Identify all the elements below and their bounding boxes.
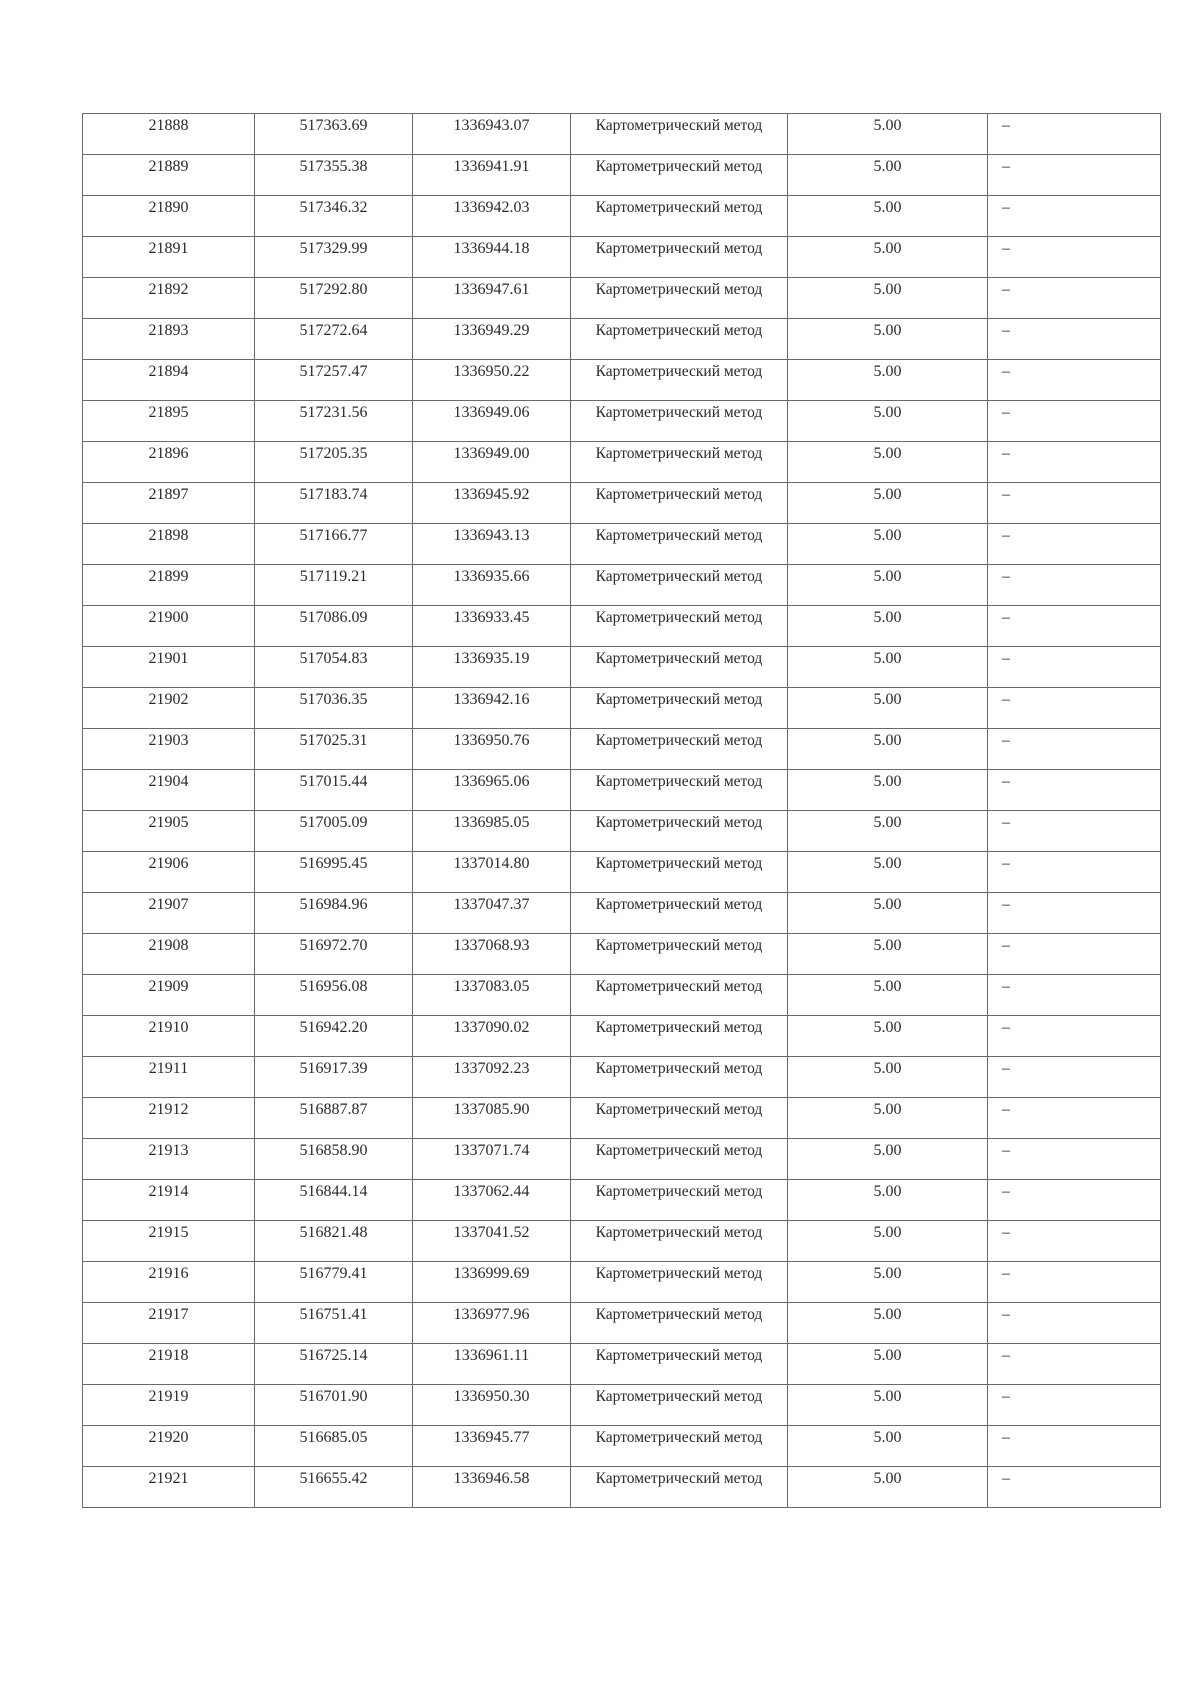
y-coordinate-cell: 1337090.02 xyxy=(413,1016,571,1057)
note-cell: – xyxy=(988,442,1161,483)
x-coordinate-cell: 517015.44 xyxy=(255,770,413,811)
x-coordinate-cell: 516972.70 xyxy=(255,934,413,975)
accuracy-cell: 5.00 xyxy=(788,1057,988,1098)
method-cell: Картометрический метод xyxy=(571,647,788,688)
point-number-cell: 21919 xyxy=(83,1385,255,1426)
y-coordinate-cell: 1337071.74 xyxy=(413,1139,571,1180)
note-cell: – xyxy=(988,360,1161,401)
point-number-cell: 21896 xyxy=(83,442,255,483)
method-cell: Картометрический метод xyxy=(571,811,788,852)
table-row xyxy=(83,1221,1161,1262)
x-coordinate-cell: 517036.35 xyxy=(255,688,413,729)
method-cell: Картометрический метод xyxy=(571,975,788,1016)
point-number-cell: 21921 xyxy=(83,1467,255,1508)
table-row xyxy=(83,770,1161,811)
y-coordinate-cell: 1337014.80 xyxy=(413,852,571,893)
table-row xyxy=(83,1303,1161,1344)
point-number-cell: 21894 xyxy=(83,360,255,401)
y-coordinate-cell: 1336949.06 xyxy=(413,401,571,442)
point-number-cell: 21913 xyxy=(83,1139,255,1180)
point-number-cell: 21888 xyxy=(83,114,255,155)
note-cell: – xyxy=(988,893,1161,934)
point-number-cell: 21908 xyxy=(83,934,255,975)
x-coordinate-cell: 517363.69 xyxy=(255,114,413,155)
table-row xyxy=(83,237,1161,278)
method-cell: Картометрический метод xyxy=(571,770,788,811)
note-cell: – xyxy=(988,155,1161,196)
note-cell: – xyxy=(988,1303,1161,1344)
table-row xyxy=(83,934,1161,975)
method-cell: Картометрический метод xyxy=(571,606,788,647)
y-coordinate-cell: 1337085.90 xyxy=(413,1098,571,1139)
accuracy-cell: 5.00 xyxy=(788,1016,988,1057)
y-coordinate-cell: 1337092.23 xyxy=(413,1057,571,1098)
accuracy-cell: 5.00 xyxy=(788,1426,988,1467)
y-coordinate-cell: 1336942.16 xyxy=(413,688,571,729)
y-coordinate-cell: 1336935.66 xyxy=(413,565,571,606)
x-coordinate-cell: 516751.41 xyxy=(255,1303,413,1344)
method-cell: Картометрический метод xyxy=(571,114,788,155)
method-cell: Картометрический метод xyxy=(571,155,788,196)
accuracy-cell: 5.00 xyxy=(788,811,988,852)
point-number-cell: 21889 xyxy=(83,155,255,196)
table-row xyxy=(83,688,1161,729)
table-row xyxy=(83,155,1161,196)
accuracy-cell: 5.00 xyxy=(788,483,988,524)
y-coordinate-cell: 1336946.58 xyxy=(413,1467,571,1508)
x-coordinate-cell: 516725.14 xyxy=(255,1344,413,1385)
table-row xyxy=(83,893,1161,934)
note-cell: – xyxy=(988,483,1161,524)
y-coordinate-cell: 1336943.13 xyxy=(413,524,571,565)
table-row xyxy=(83,1262,1161,1303)
note-cell: – xyxy=(988,1057,1161,1098)
note-cell: – xyxy=(988,1262,1161,1303)
note-cell: – xyxy=(988,934,1161,975)
method-cell: Картометрический метод xyxy=(571,1139,788,1180)
method-cell: Картометрический метод xyxy=(571,483,788,524)
note-cell: – xyxy=(988,729,1161,770)
accuracy-cell: 5.00 xyxy=(788,893,988,934)
x-coordinate-cell: 516821.48 xyxy=(255,1221,413,1262)
method-cell: Картометрический метод xyxy=(571,1221,788,1262)
accuracy-cell: 5.00 xyxy=(788,442,988,483)
x-coordinate-cell: 517166.77 xyxy=(255,524,413,565)
accuracy-cell: 5.00 xyxy=(788,360,988,401)
note-cell: – xyxy=(988,1426,1161,1467)
y-coordinate-cell: 1336965.06 xyxy=(413,770,571,811)
accuracy-cell: 5.00 xyxy=(788,1344,988,1385)
table-row xyxy=(83,852,1161,893)
accuracy-cell: 5.00 xyxy=(788,1139,988,1180)
table-row xyxy=(83,1098,1161,1139)
point-number-cell: 21910 xyxy=(83,1016,255,1057)
note-cell: – xyxy=(988,1221,1161,1262)
point-number-cell: 21891 xyxy=(83,237,255,278)
y-coordinate-cell: 1336949.00 xyxy=(413,442,571,483)
accuracy-cell: 5.00 xyxy=(788,401,988,442)
point-number-cell: 21890 xyxy=(83,196,255,237)
method-cell: Картометрический метод xyxy=(571,1180,788,1221)
note-cell: – xyxy=(988,1139,1161,1180)
accuracy-cell: 5.00 xyxy=(788,155,988,196)
x-coordinate-cell: 516984.96 xyxy=(255,893,413,934)
coordinates-table xyxy=(82,113,1161,1508)
table-row xyxy=(83,401,1161,442)
x-coordinate-cell: 517005.09 xyxy=(255,811,413,852)
note-cell: – xyxy=(988,1180,1161,1221)
table-row xyxy=(83,1139,1161,1180)
accuracy-cell: 5.00 xyxy=(788,565,988,606)
note-cell: – xyxy=(988,1344,1161,1385)
x-coordinate-cell: 516917.39 xyxy=(255,1057,413,1098)
note-cell: – xyxy=(988,114,1161,155)
method-cell: Картометрический метод xyxy=(571,278,788,319)
method-cell: Картометрический метод xyxy=(571,688,788,729)
method-cell: Картометрический метод xyxy=(571,360,788,401)
accuracy-cell: 5.00 xyxy=(788,729,988,770)
y-coordinate-cell: 1337047.37 xyxy=(413,893,571,934)
point-number-cell: 21905 xyxy=(83,811,255,852)
note-cell: – xyxy=(988,1098,1161,1139)
accuracy-cell: 5.00 xyxy=(788,852,988,893)
x-coordinate-cell: 516942.20 xyxy=(255,1016,413,1057)
note-cell: – xyxy=(988,524,1161,565)
accuracy-cell: 5.00 xyxy=(788,1262,988,1303)
y-coordinate-cell: 1337068.93 xyxy=(413,934,571,975)
x-coordinate-cell: 516655.42 xyxy=(255,1467,413,1508)
accuracy-cell: 5.00 xyxy=(788,278,988,319)
y-coordinate-cell: 1336943.07 xyxy=(413,114,571,155)
note-cell: – xyxy=(988,237,1161,278)
x-coordinate-cell: 517292.80 xyxy=(255,278,413,319)
point-number-cell: 21902 xyxy=(83,688,255,729)
method-cell: Картометрический метод xyxy=(571,319,788,360)
table-row xyxy=(83,811,1161,852)
point-number-cell: 21903 xyxy=(83,729,255,770)
note-cell: – xyxy=(988,401,1161,442)
y-coordinate-cell: 1336941.91 xyxy=(413,155,571,196)
method-cell: Картометрический метод xyxy=(571,237,788,278)
table-row xyxy=(83,114,1161,155)
x-coordinate-cell: 516701.90 xyxy=(255,1385,413,1426)
accuracy-cell: 5.00 xyxy=(788,770,988,811)
point-number-cell: 21918 xyxy=(83,1344,255,1385)
x-coordinate-cell: 516995.45 xyxy=(255,852,413,893)
table-row xyxy=(83,1057,1161,1098)
table-row xyxy=(83,565,1161,606)
note-cell: – xyxy=(988,770,1161,811)
point-number-cell: 21916 xyxy=(83,1262,255,1303)
point-number-cell: 21895 xyxy=(83,401,255,442)
point-number-cell: 21904 xyxy=(83,770,255,811)
method-cell: Картометрический метод xyxy=(571,1262,788,1303)
table-row xyxy=(83,606,1161,647)
method-cell: Картометрический метод xyxy=(571,1344,788,1385)
point-number-cell: 21901 xyxy=(83,647,255,688)
table-row xyxy=(83,1180,1161,1221)
accuracy-cell: 5.00 xyxy=(788,524,988,565)
y-coordinate-cell: 1336947.61 xyxy=(413,278,571,319)
accuracy-cell: 5.00 xyxy=(788,934,988,975)
note-cell: – xyxy=(988,852,1161,893)
method-cell: Картометрический метод xyxy=(571,852,788,893)
note-cell: – xyxy=(988,975,1161,1016)
method-cell: Картометрический метод xyxy=(571,729,788,770)
accuracy-cell: 5.00 xyxy=(788,319,988,360)
note-cell: – xyxy=(988,647,1161,688)
x-coordinate-cell: 517355.38 xyxy=(255,155,413,196)
x-coordinate-cell: 517346.32 xyxy=(255,196,413,237)
method-cell: Картометрический метод xyxy=(571,893,788,934)
point-number-cell: 21911 xyxy=(83,1057,255,1098)
point-number-cell: 21909 xyxy=(83,975,255,1016)
note-cell: – xyxy=(988,1016,1161,1057)
x-coordinate-cell: 517329.99 xyxy=(255,237,413,278)
x-coordinate-cell: 516858.90 xyxy=(255,1139,413,1180)
point-number-cell: 21920 xyxy=(83,1426,255,1467)
table-row xyxy=(83,442,1161,483)
x-coordinate-cell: 516956.08 xyxy=(255,975,413,1016)
x-coordinate-cell: 517272.64 xyxy=(255,319,413,360)
note-cell: – xyxy=(988,1467,1161,1508)
method-cell: Картометрический метод xyxy=(571,1385,788,1426)
accuracy-cell: 5.00 xyxy=(788,196,988,237)
table-row xyxy=(83,975,1161,1016)
x-coordinate-cell: 516779.41 xyxy=(255,1262,413,1303)
y-coordinate-cell: 1336945.77 xyxy=(413,1426,571,1467)
point-number-cell: 21899 xyxy=(83,565,255,606)
x-coordinate-cell: 517183.74 xyxy=(255,483,413,524)
table-row xyxy=(83,360,1161,401)
y-coordinate-cell: 1336945.92 xyxy=(413,483,571,524)
method-cell: Картометрический метод xyxy=(571,401,788,442)
note-cell: – xyxy=(988,565,1161,606)
table-row xyxy=(83,729,1161,770)
method-cell: Картометрический метод xyxy=(571,1016,788,1057)
accuracy-cell: 5.00 xyxy=(788,1221,988,1262)
point-number-cell: 21915 xyxy=(83,1221,255,1262)
accuracy-cell: 5.00 xyxy=(788,1385,988,1426)
note-cell: – xyxy=(988,1385,1161,1426)
accuracy-cell: 5.00 xyxy=(788,647,988,688)
point-number-cell: 21900 xyxy=(83,606,255,647)
table-row xyxy=(83,1426,1161,1467)
x-coordinate-cell: 517257.47 xyxy=(255,360,413,401)
method-cell: Картометрический метод xyxy=(571,1057,788,1098)
y-coordinate-cell: 1337041.52 xyxy=(413,1221,571,1262)
y-coordinate-cell: 1336985.05 xyxy=(413,811,571,852)
y-coordinate-cell: 1337083.05 xyxy=(413,975,571,1016)
accuracy-cell: 5.00 xyxy=(788,237,988,278)
x-coordinate-cell: 517054.83 xyxy=(255,647,413,688)
point-number-cell: 21914 xyxy=(83,1180,255,1221)
y-coordinate-cell: 1336942.03 xyxy=(413,196,571,237)
x-coordinate-cell: 517025.31 xyxy=(255,729,413,770)
table-row xyxy=(83,278,1161,319)
point-number-cell: 21893 xyxy=(83,319,255,360)
table-row xyxy=(83,1385,1161,1426)
x-coordinate-cell: 517205.35 xyxy=(255,442,413,483)
method-cell: Картометрический метод xyxy=(571,524,788,565)
accuracy-cell: 5.00 xyxy=(788,1467,988,1508)
method-cell: Картометрический метод xyxy=(571,196,788,237)
y-coordinate-cell: 1336950.22 xyxy=(413,360,571,401)
y-coordinate-cell: 1337062.44 xyxy=(413,1180,571,1221)
method-cell: Картометрический метод xyxy=(571,565,788,606)
y-coordinate-cell: 1336950.76 xyxy=(413,729,571,770)
table-row xyxy=(83,1016,1161,1057)
point-number-cell: 21898 xyxy=(83,524,255,565)
table-row xyxy=(83,1467,1161,1508)
point-number-cell: 21917 xyxy=(83,1303,255,1344)
note-cell: – xyxy=(988,278,1161,319)
accuracy-cell: 5.00 xyxy=(788,1303,988,1344)
point-number-cell: 21897 xyxy=(83,483,255,524)
table-row xyxy=(83,319,1161,360)
x-coordinate-cell: 517119.21 xyxy=(255,565,413,606)
method-cell: Картометрический метод xyxy=(571,934,788,975)
point-number-cell: 21906 xyxy=(83,852,255,893)
method-cell: Картометрический метод xyxy=(571,1303,788,1344)
x-coordinate-cell: 516844.14 xyxy=(255,1180,413,1221)
accuracy-cell: 5.00 xyxy=(788,975,988,1016)
table-row xyxy=(83,196,1161,237)
y-coordinate-cell: 1336999.69 xyxy=(413,1262,571,1303)
y-coordinate-cell: 1336977.96 xyxy=(413,1303,571,1344)
note-cell: – xyxy=(988,319,1161,360)
table-row xyxy=(83,1344,1161,1385)
accuracy-cell: 5.00 xyxy=(788,1180,988,1221)
accuracy-cell: 5.00 xyxy=(788,688,988,729)
point-number-cell: 21907 xyxy=(83,893,255,934)
note-cell: – xyxy=(988,688,1161,729)
x-coordinate-cell: 516887.87 xyxy=(255,1098,413,1139)
note-cell: – xyxy=(988,811,1161,852)
point-number-cell: 21892 xyxy=(83,278,255,319)
method-cell: Картометрический метод xyxy=(571,442,788,483)
y-coordinate-cell: 1336944.18 xyxy=(413,237,571,278)
y-coordinate-cell: 1336935.19 xyxy=(413,647,571,688)
table-row xyxy=(83,647,1161,688)
accuracy-cell: 5.00 xyxy=(788,1098,988,1139)
table-row xyxy=(83,524,1161,565)
x-coordinate-cell: 516685.05 xyxy=(255,1426,413,1467)
x-coordinate-cell: 517231.56 xyxy=(255,401,413,442)
table-row xyxy=(83,483,1161,524)
accuracy-cell: 5.00 xyxy=(788,606,988,647)
point-number-cell: 21912 xyxy=(83,1098,255,1139)
y-coordinate-cell: 1336961.11 xyxy=(413,1344,571,1385)
y-coordinate-cell: 1336949.29 xyxy=(413,319,571,360)
method-cell: Картометрический метод xyxy=(571,1098,788,1139)
method-cell: Картометрический метод xyxy=(571,1426,788,1467)
note-cell: – xyxy=(988,606,1161,647)
y-coordinate-cell: 1336950.30 xyxy=(413,1385,571,1426)
coordinates-table-body xyxy=(83,114,1161,1508)
accuracy-cell: 5.00 xyxy=(788,114,988,155)
note-cell: – xyxy=(988,196,1161,237)
method-cell: Картометрический метод xyxy=(571,1467,788,1508)
y-coordinate-cell: 1336933.45 xyxy=(413,606,571,647)
x-coordinate-cell: 517086.09 xyxy=(255,606,413,647)
